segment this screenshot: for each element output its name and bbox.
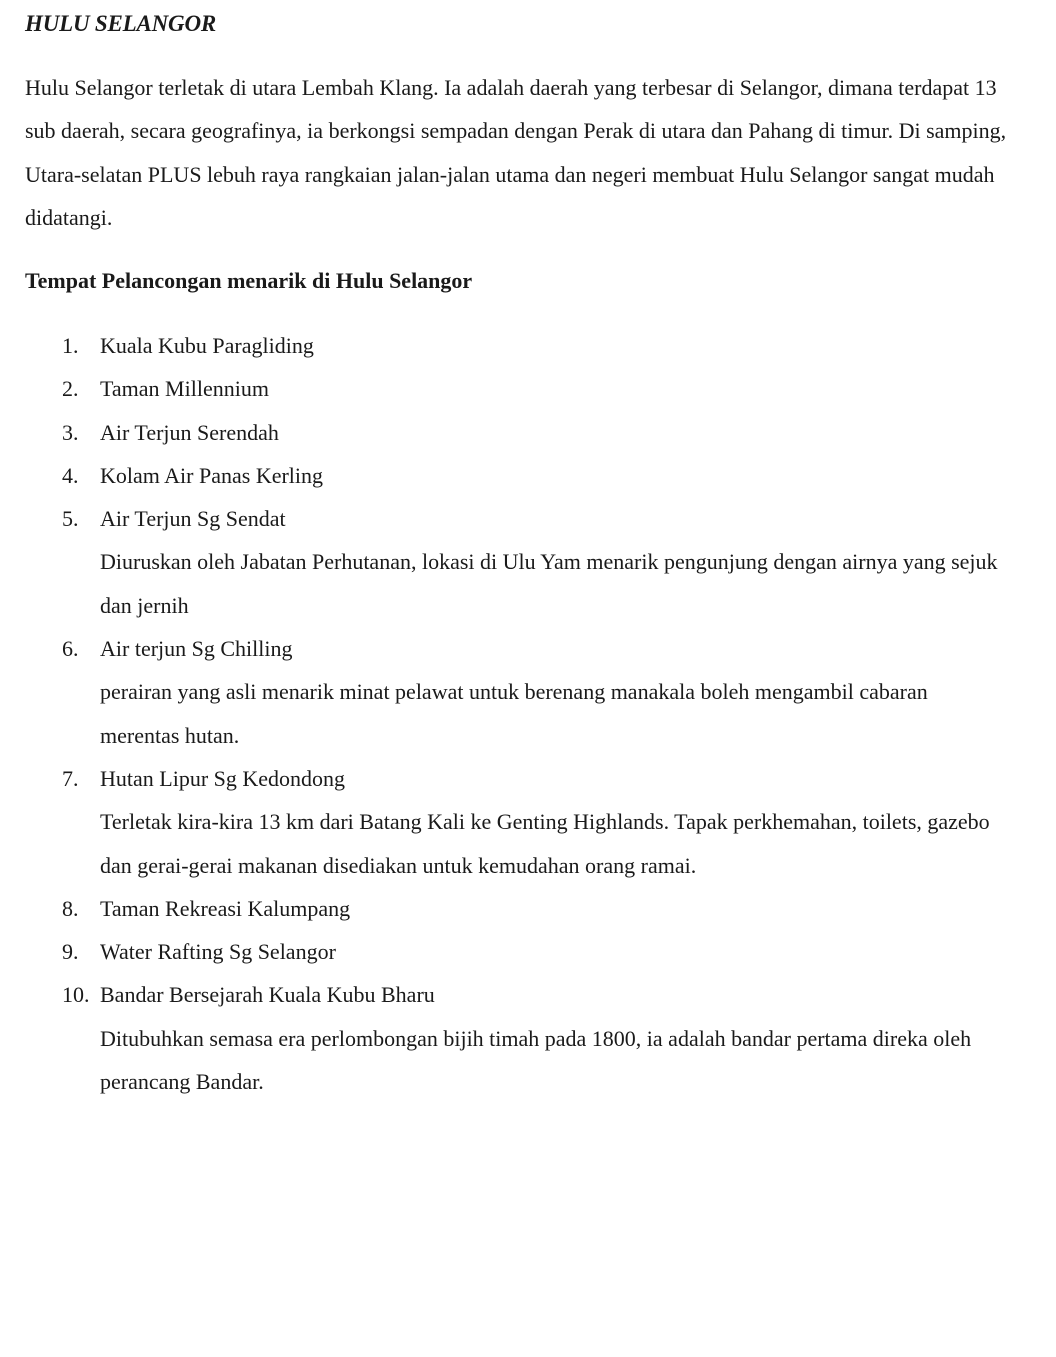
list-item-number: 1. (62, 333, 79, 358)
list-item (62, 367, 1012, 410)
document-title: HULU SELANGOR (25, 11, 217, 36)
list-item-number: 9. (62, 939, 79, 965)
list-item (62, 757, 1012, 887)
list-item-description: Diuruskan oleh Jabatan Perhutanan, lokasi di Ulu Yam menarik pengunjung dengan airnya yang sejuk dan jernih (100, 549, 998, 618)
list-item (62, 454, 1012, 497)
list-item (62, 930, 1012, 973)
list-item-description: perairan yang asli menarik minat pelawat untuk berenang manakala boleh mengambil cabaran merentas hutan. (100, 679, 928, 748)
list-item-number: 7. (62, 765, 79, 791)
section-heading: Tempat Pelancongan menarik di Hulu Selangor (25, 268, 473, 293)
list-item-name: Kuala Kubu Paragliding (100, 333, 314, 358)
list-item-number: 8. (62, 895, 79, 921)
list-item-name: Kolam Air Panas Kerling (100, 462, 324, 488)
list-item-description: Terletak kira-kira 13 km dari Batang Kali ke Genting Highlands. Tapak perkhemahan, toilets, gazebo dan gerai-gerai makanan disediakan untuk kemudahan orang ramai. (100, 809, 990, 878)
list-item-name: Bandar Bersejarah Kuala Kubu Bharu (100, 982, 435, 1008)
attractions-list (62, 324, 1012, 1103)
list-item (62, 324, 1012, 367)
list-item-name: Water Rafting Sg Selangor (100, 939, 336, 965)
list-item (62, 627, 1012, 757)
intro-paragraph: Hulu Selangor terletak di utara Lembah Klang. Ia adalah daerah yang terbesar di Selangor, dimana terdapat 13 sub daerah, secara geografinya, ia berkongsi sempadan dengan Perak di utara dan Pahang di timur. Di samping, Utara-selatan PLUS lebuh raya rangkaian jalan-jalan utama dan negeri membuat Hulu Selangor sangat mudah didatangi. (25, 75, 1007, 230)
list-item-number: 5. (62, 506, 79, 532)
list-item-name: Air Terjun Sg Sendat (100, 506, 286, 532)
list-item (62, 887, 1012, 930)
list-item-number: 3. (62, 419, 79, 445)
list-item-number: 2. (62, 376, 79, 402)
list-item-name: Hutan Lipur Sg Kedondong (100, 765, 346, 791)
list-item-number: 6. (62, 636, 79, 662)
list-item-number: 4. (62, 462, 79, 488)
list-item-name: Air terjun Sg Chilling (100, 636, 293, 662)
list-item (62, 497, 1012, 627)
list-item-description: Ditubuhkan semasa era perlombongan bijih timah pada 1800, ia adalah bandar pertama direka oleh perancang Bandar. (100, 1025, 972, 1095)
list-item-name: Taman Millennium (100, 376, 269, 402)
list-item-number: 10. (62, 982, 90, 1008)
list-item (62, 973, 1012, 1103)
list-item (62, 411, 1012, 454)
list-item-name: Air Terjun Serendah (100, 419, 279, 445)
list-item-name: Taman Rekreasi Kalumpang (100, 895, 351, 921)
